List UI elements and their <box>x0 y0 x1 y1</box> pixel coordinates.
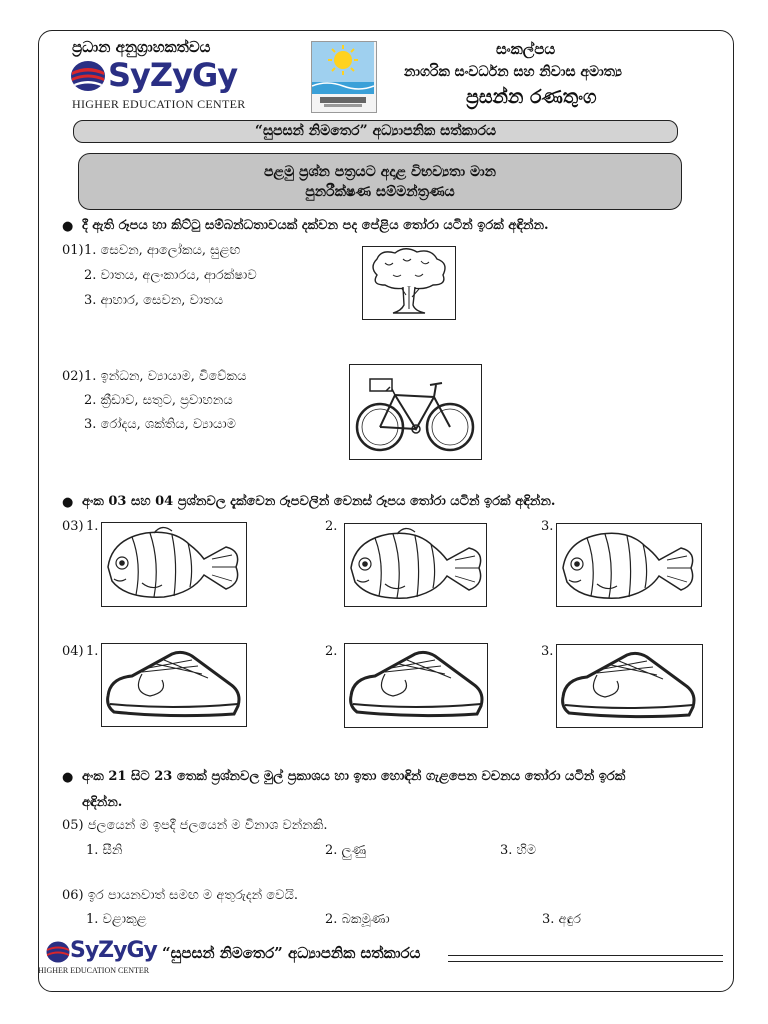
q5-option-1: 1. සීනි <box>86 843 123 858</box>
minister-name: ප්‍රසන්න රණතුංග <box>466 86 597 108</box>
q6-option-3: 3. අඳුර <box>542 912 582 927</box>
tree-picture <box>362 246 456 320</box>
fish-picture-1 <box>101 522 247 607</box>
bullet-icon: ● <box>62 219 74 234</box>
section2-instruction: අංක 03 සහ 04 ප්‍රශ්නවල දැක්වෙන රූපවලින් වෙනස් රූපය තෝරා යටින් ඉරක් අඳින්න. <box>82 494 556 509</box>
syzygy-logo-text: SyZyGy <box>108 56 238 94</box>
section1-instruction: දී ඇති රූපය හා කිට්ටු සම්බන්ධතාවයක් දක්වන පද පේළිය තෝරා යටින් ඉරක් අඳින්න. <box>82 218 549 233</box>
footer-logo-text: SyZyGy <box>70 938 157 963</box>
q5-option-3: 3. හිම <box>500 843 537 858</box>
q2-number: 02) <box>62 369 84 384</box>
bullet-icon: ● <box>62 770 74 785</box>
syzygy-logo-icon <box>70 60 106 92</box>
q2-option-3: 3. රෝදය, ශක්තිය, ව්‍යායාම <box>84 417 236 432</box>
shoe-picture-3 <box>556 644 703 728</box>
seminar-title-line1: පළමු ප්‍රශ්න පත්‍රයට අදාළ විභව්‍යතා මාන <box>263 164 497 180</box>
section3-instruction-line2: අඳින්න. <box>82 795 123 810</box>
shoe-picture-2 <box>344 643 488 728</box>
q5-option-2: 2. ලුණු <box>325 843 367 858</box>
q1-option-1: 1. සෙවන, ආලෝකය, සුළඟ <box>84 243 241 258</box>
q4-number: 04) <box>62 644 84 659</box>
q6-option-1: 1. වළාකුළ <box>86 912 147 927</box>
sponsor-title: ප්‍රධාන අනුග්‍රාහකත්වය <box>72 38 211 56</box>
q1-option-3: 3. ආහාර, සෙවන, වාතය <box>84 293 224 308</box>
q1-number: 01) <box>62 243 84 258</box>
q6-option-2: 2. බකමූණා <box>325 912 390 927</box>
supasan-nimathera-emblem <box>311 41 377 113</box>
ministry-name: නාගරික සංවර්ධන සහ නිවාස අමාත්‍ය <box>404 64 623 80</box>
q2-option-2: 2. ක්‍රීඩාව, සතුට, ප්‍රවාහනය <box>84 393 233 408</box>
seminar-title-line2: පුනරීක්ෂණ සම්මන්ත්‍රණය <box>305 184 455 200</box>
fish-picture-3 <box>556 523 702 607</box>
shoe-picture-1 <box>101 643 247 727</box>
footer-logo-subtitle: HIGHER EDUCATION CENTER <box>38 966 150 975</box>
footer-program-title: “සුපසන් නිමතෙර” අධ්‍යාපනික සත්කාරය <box>162 944 421 962</box>
q2-option-1: 1. ඉන්ධන, ව්‍යායාම, විවේකය <box>84 369 247 384</box>
concept-label: සංකල්පය <box>496 40 556 58</box>
q3-label-2: 2. <box>325 519 338 534</box>
q3-number: 03) <box>62 519 84 534</box>
q4-label-1: 1. <box>86 644 99 659</box>
q3-label-3: 3. <box>541 519 554 534</box>
program-banner: “සුපසන් නිමතෙර” අධ්‍යාපනික සත්කාරය <box>73 120 678 143</box>
seminar-banner <box>78 153 682 210</box>
bicycle-picture <box>349 364 482 460</box>
q4-label-3: 3. <box>541 644 554 659</box>
footer-logo-icon <box>46 941 70 963</box>
q4-label-2: 2. <box>325 644 338 659</box>
footer-double-rule <box>448 955 723 962</box>
q5-text: 05) ජලයෙන් ම ඉපදී ජලයෙන් ම විනාශ වන්නකි. <box>62 818 328 833</box>
section3-instruction-line1: අංක 21 සිට 23 තෙක් ප්‍රශ්නවල මුල් ප්‍රකාශය හා ඉතා හොඳින් ගැළපෙන වචනය තෝරා යටින් ඉරක් <box>82 769 626 784</box>
logo-subtitle: HIGHER EDUCATION CENTER <box>72 97 246 111</box>
bullet-icon: ● <box>62 495 74 510</box>
q6-text: 06) ඉර පායනවාත් සමඟ ම අතුරුදන් වෙයි. <box>62 888 298 903</box>
q3-label-1: 1. <box>86 519 99 534</box>
fish-picture-2 <box>344 523 487 607</box>
q1-option-2: 2. වාතය, අලංකාරය, ආරක්ෂාව <box>84 268 257 283</box>
